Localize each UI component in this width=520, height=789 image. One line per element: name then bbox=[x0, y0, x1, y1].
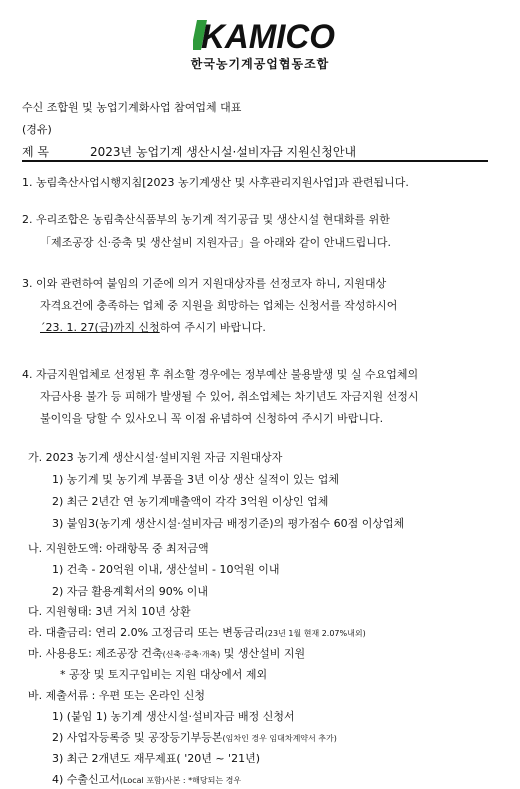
section-ga-heading: 가. 2023 농기계 생산시설·설비지원 자금 지원대상자 bbox=[28, 451, 283, 464]
doc-title: 2023년 농업기계 생산시설·설비자금 지원신청안내 bbox=[90, 145, 357, 159]
section-ba-sub-1: 1) (붙임 1) 농기계 생산시설·설비자금 배정 신청서 bbox=[52, 710, 295, 723]
section-ma-note: (신축·증축·개축) bbox=[162, 650, 221, 659]
section-ga-sub-2: 2) 최근 2년간 연 농기계매출액이 각각 3억원 이상인 업체 bbox=[52, 495, 329, 508]
section-ba-sub-4-main: 4) 수출신고서 bbox=[52, 773, 120, 786]
section-na-heading: 나. 지원한도액: 아래항목 중 최저금액 bbox=[28, 542, 209, 555]
section-ga-sub-1: 1) 농기계 및 농기계 부품을 3년 이상 생산 실적이 있는 업체 bbox=[52, 473, 340, 486]
title-divider bbox=[22, 160, 488, 162]
org-name: 한국농기계공업협동조합 bbox=[190, 57, 330, 71]
kamico-logo bbox=[193, 18, 335, 52]
section-ma-sub: * 공장 및 토지구입비는 지원 대상에서 제외 bbox=[60, 668, 268, 681]
deadline-tail: 하여 주시기 바랍니다. bbox=[159, 321, 266, 334]
item-4-line-2: 자금사용 불가 등 피해가 발생될 수 있어, 취소업체는 차기년도 자금지원 선정시 bbox=[40, 390, 419, 403]
logo-text: KAMICO bbox=[201, 18, 335, 52]
section-ba-sub-4-note: (Local 포함) bbox=[119, 776, 165, 785]
title-label: 제 목 bbox=[22, 145, 49, 159]
section-ba-sub-4-post: 사본 : *해당되는 경우 bbox=[164, 776, 242, 785]
section-ba-sub-3: 3) 최근 2개년도 재무제표( '20년 ~ '21년) bbox=[52, 752, 260, 765]
item-3-line-2: 자격요건에 충족하는 업체 중 지원을 희망하는 업체는 신청서를 작성하시어 bbox=[40, 299, 398, 312]
section-ba-sub-2-note: (임차인 경우 임대차계약서 추가) bbox=[222, 734, 337, 743]
via-line: (경유) bbox=[22, 123, 52, 136]
item-4-line-1: 4. 자금지원업체로 선정된 후 취소할 경우에는 정부예산 불용발생 및 실 수요업체의 bbox=[22, 368, 419, 381]
section-ba-sub-4 bbox=[52, 773, 241, 787]
section-ma-post: 및 생산설비 지원 bbox=[220, 647, 306, 660]
section-ra bbox=[28, 626, 366, 640]
item-3-line-3 bbox=[40, 321, 266, 334]
section-ba-sub-2 bbox=[52, 731, 337, 745]
section-na-sub-1: 1) 건축 - 20억원 이내, 생산설비 - 10억원 이내 bbox=[52, 563, 280, 576]
recipient-line: 수신 조합원 및 농업기계화사업 참여업체 대표 bbox=[22, 101, 242, 114]
deadline-text: ´23. 1. 27(금)까지 신청 bbox=[40, 321, 160, 334]
section-na-sub-2: 2) 자금 활용계획서의 90% 이내 bbox=[52, 585, 208, 598]
section-ga-sub-3: 3) 붙임3(농기계 생산시설·설비자금 배정기준)의 평가점수 60점 이상업체 bbox=[52, 517, 405, 530]
section-ba-sub-2-main: 2) 사업자등록증 및 공장등기부등본 bbox=[52, 731, 223, 744]
section-ma-pre: 마. 사용용도: 제조공장 건축 bbox=[28, 647, 163, 660]
item-2-line-2: 「제조공장 신·증축 및 생산설비 지원자금」을 아래와 같이 안내드립니다. bbox=[40, 236, 391, 249]
section-da: 다. 지원형태: 3년 거치 10년 상환 bbox=[28, 605, 191, 618]
item-4-line-3: 불이익을 당할 수 있사오니 꼭 이점 유념하여 신청하여 주시기 바랍니다. bbox=[40, 412, 384, 425]
item-2-line-1: 2. 우리조합은 농림축산식품부의 농기계 적기공급 및 생산시설 현대화를 위한 bbox=[22, 213, 390, 226]
item-1: 1. 농림축산사업시행지침[2023 농기계생산 및 사후관리지원사업]과 관련됩니다. bbox=[22, 176, 409, 189]
item-3-line-1: 3. 이와 관련하여 붙임의 기준에 의거 지원대상자를 선정코자 하니, 지원대상 bbox=[22, 277, 387, 290]
section-ba-heading: 바. 제출서류 : 우편 또는 온라인 신청 bbox=[28, 689, 205, 702]
section-ra-main: 라. 대출금리: 연리 2.0% 고정금리 또는 변동금리 bbox=[28, 626, 265, 639]
section-ma bbox=[28, 647, 305, 661]
section-ra-note: (23년 1월 현재 2.07%내외) bbox=[264, 629, 366, 638]
